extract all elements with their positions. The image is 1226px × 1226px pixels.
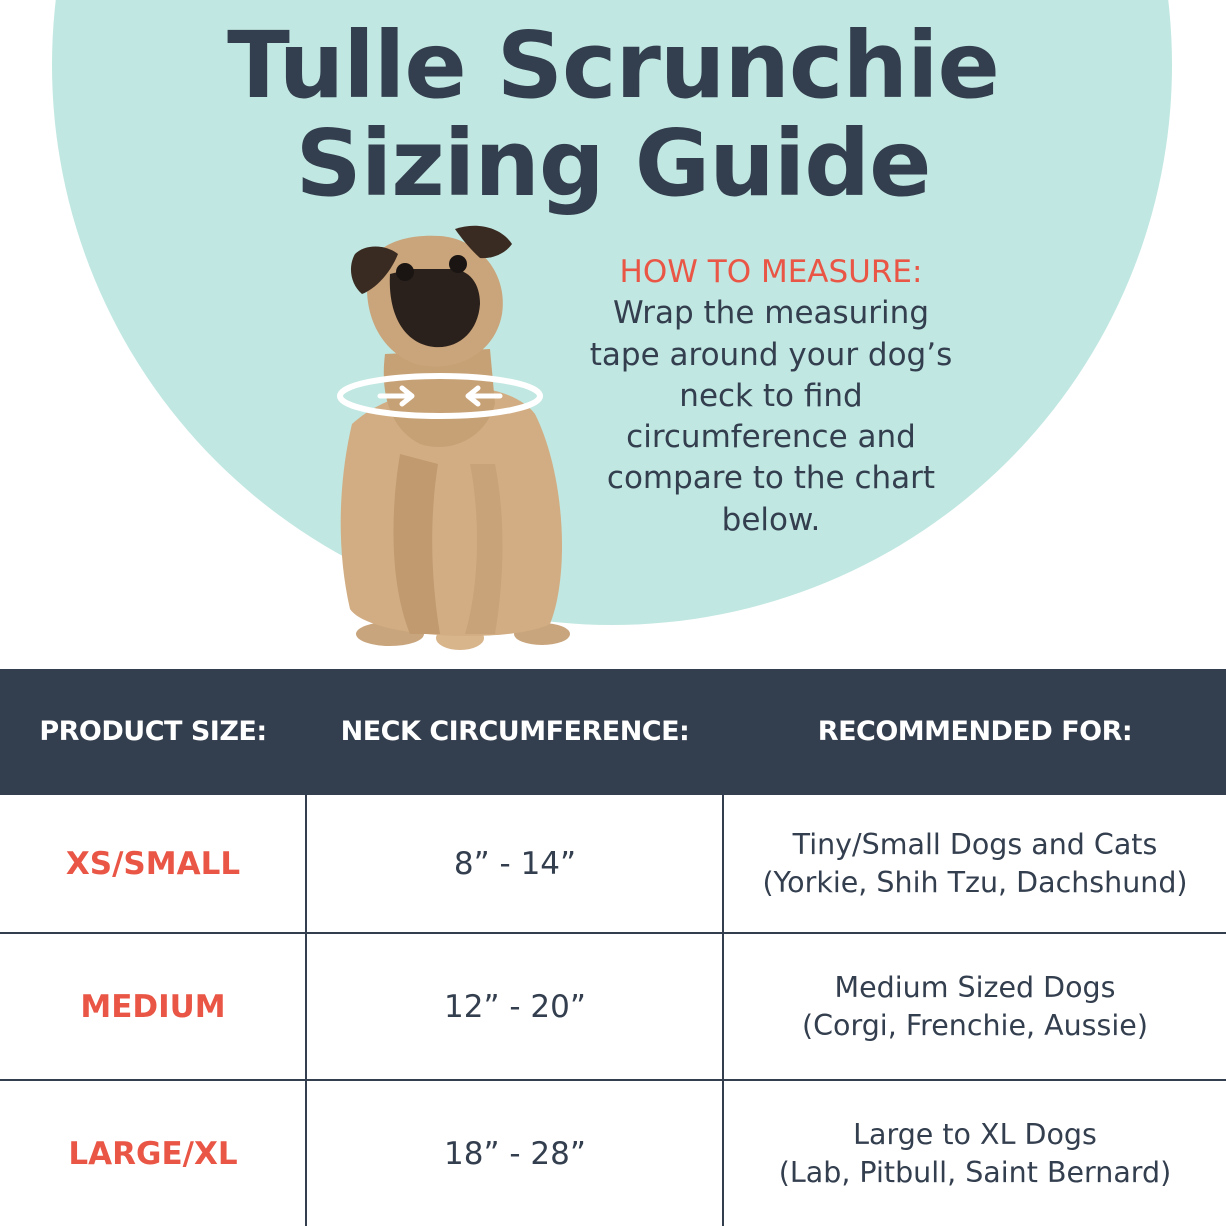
column-divider xyxy=(305,795,307,1226)
size-label: XS/SMALL xyxy=(65,845,241,882)
neck-range: 8” - 14” xyxy=(453,845,577,882)
how-to-measure-text: Wrap the measuring tape around your dog’s neck to find circumference and compare to the chart below. xyxy=(589,295,953,538)
table-header xyxy=(0,669,1226,795)
recommendation-line1: Tiny/Small Dogs and Cats xyxy=(792,827,1158,861)
table-row xyxy=(0,795,1226,934)
recommendation-line2: (Lab, Pitbull, Saint Bernard) xyxy=(778,1155,1172,1189)
pug-illustration xyxy=(280,214,590,654)
header-neck-circumference: NECK CIRCUMFERENCE: xyxy=(340,716,690,747)
recommendation-line1: Medium Sized Dogs xyxy=(834,970,1116,1004)
recommendation xyxy=(724,934,1226,1079)
header-product-size: PRODUCT SIZE: xyxy=(39,716,267,747)
size-label: MEDIUM xyxy=(80,988,226,1025)
header-recommended-for: RECOMMENDED FOR: xyxy=(817,716,1133,747)
neck-range: 12” - 20” xyxy=(444,988,586,1025)
how-to-measure xyxy=(586,252,956,541)
table-row xyxy=(0,934,1226,1081)
size-label: LARGE/XL xyxy=(68,1135,238,1172)
recommendation-line2: (Yorkie, Shih Tzu, Dachshund) xyxy=(762,865,1188,899)
recommendation-line2: (Corgi, Frenchie, Aussie) xyxy=(802,1008,1148,1042)
recommendation xyxy=(724,795,1226,932)
page-title-line2: Sizing Guide xyxy=(295,110,931,217)
recommendation xyxy=(724,1081,1226,1226)
column-divider xyxy=(722,795,724,1226)
table-row xyxy=(0,1081,1226,1226)
page-title-line1: Tulle Scrunchie xyxy=(227,12,999,119)
recommendation-line1: Large to XL Dogs xyxy=(853,1117,1097,1151)
how-to-measure-heading: HOW TO MEASURE: xyxy=(619,254,923,290)
neck-range: 18” - 28” xyxy=(444,1135,586,1172)
